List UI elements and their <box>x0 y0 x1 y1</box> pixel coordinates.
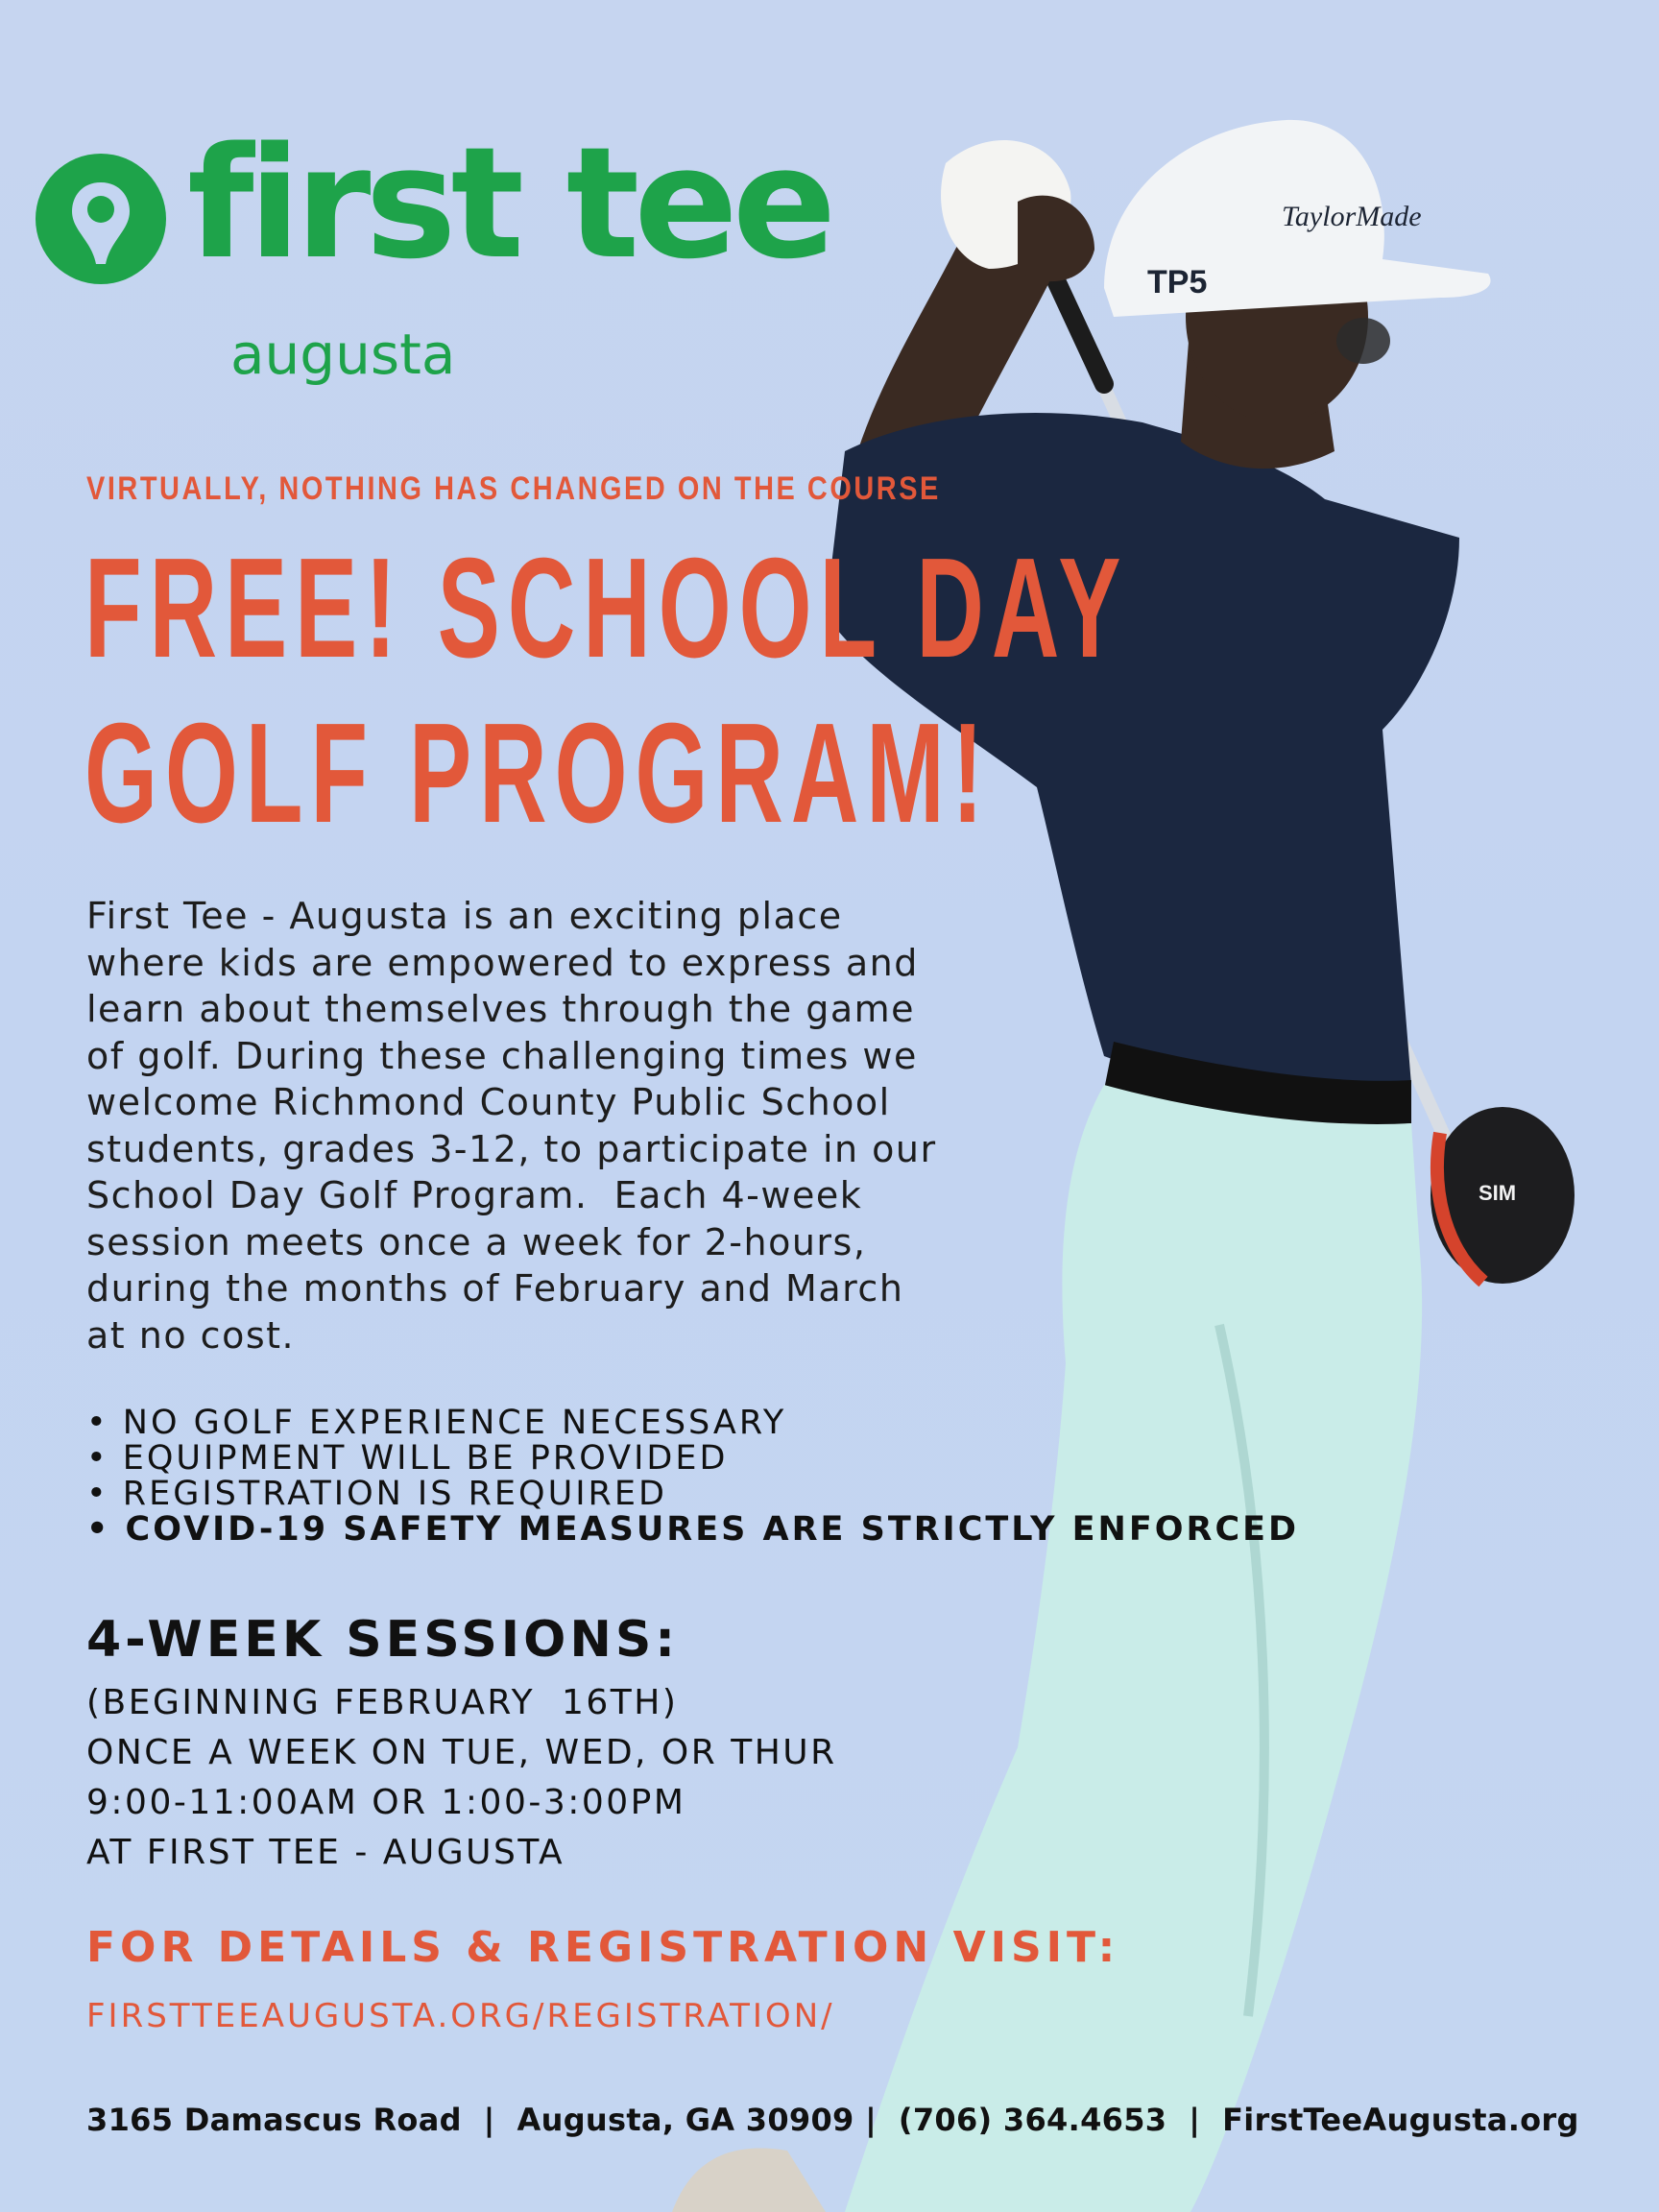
body-line: during the months of February and March <box>86 1267 904 1310</box>
body-line: learn about themselves through the game <box>86 988 916 1030</box>
contact-footer: 3165 Damascus Road | Augusta, GA 30909 | (706) 364.4653 | FirstTeeAugusta.org <box>86 2102 1579 2138</box>
cap-model-text: TP5 <box>1147 264 1208 301</box>
body-line: session meets once a week for 2-hours, <box>86 1220 867 1263</box>
body-line: at no cost. <box>86 1313 296 1357</box>
sessions-details <box>86 1678 837 1878</box>
sessions-times: 9:00-11:00AM OR 1:00-3:00PM <box>86 1783 686 1822</box>
headline-line-2: GOLF PROGRAM! <box>84 694 992 853</box>
feature-list <box>86 1406 1299 1548</box>
list-item: • REGISTRATION IS REQUIRED <box>86 1475 667 1513</box>
body-line: students, grades 3-12, to participate in our <box>86 1127 937 1170</box>
kicker-text: VIRTUALLY, NOTHING HAS CHANGED ON THE COURSE <box>86 470 941 507</box>
body-line: welcome Richmond County Public School <box>86 1081 891 1123</box>
body-line: School Day Golf Program. Each 4-week <box>86 1174 863 1216</box>
list-item: • COVID-19 SAFETY MEASURES ARE STRICTLY ENFORCED <box>86 1510 1300 1549</box>
sessions-days: ONCE A WEEK ON TUE, WED, OR THUR <box>86 1733 837 1772</box>
registration-cta: FOR DETAILS & REGISTRATION VISIT: <box>86 1923 1120 1972</box>
sessions-location: AT FIRST TEE - AUGUSTA <box>86 1833 565 1872</box>
body-line: of golf. During these challenging times we <box>86 1034 918 1077</box>
shoe <box>672 2149 826 2212</box>
sessions-start: (BEGINNING FEBRUARY 16TH) <box>86 1683 679 1722</box>
hand <box>1018 196 1094 282</box>
first-tee-pin-icon <box>29 144 173 307</box>
list-item: • EQUIPMENT WILL BE PROVIDED <box>86 1439 729 1478</box>
registration-link[interactable]: FIRSTTEEAUGUSTA.ORG/REGISTRATION/ <box>86 1997 835 2035</box>
logo-wordmark: first tee <box>187 113 831 293</box>
body-paragraph <box>86 893 1046 1358</box>
sessions-title: 4-WEEK SESSIONS: <box>86 1611 680 1669</box>
club-brand-text: SIM <box>1479 1181 1517 1205</box>
headline-line-1: FREE! SCHOOL DAY <box>84 529 1129 687</box>
body-line: First Tee - Augusta is an exciting place <box>86 895 843 937</box>
sunglasses <box>1336 318 1390 364</box>
body-line: where kids are empowered to express and <box>86 941 919 984</box>
list-item: • NO GOLF EXPERIENCE NECESSARY <box>86 1404 787 1442</box>
cap-brand-text: TaylorMade <box>1282 201 1422 232</box>
logo-subtitle: augusta <box>230 322 456 387</box>
headline <box>84 526 1128 856</box>
